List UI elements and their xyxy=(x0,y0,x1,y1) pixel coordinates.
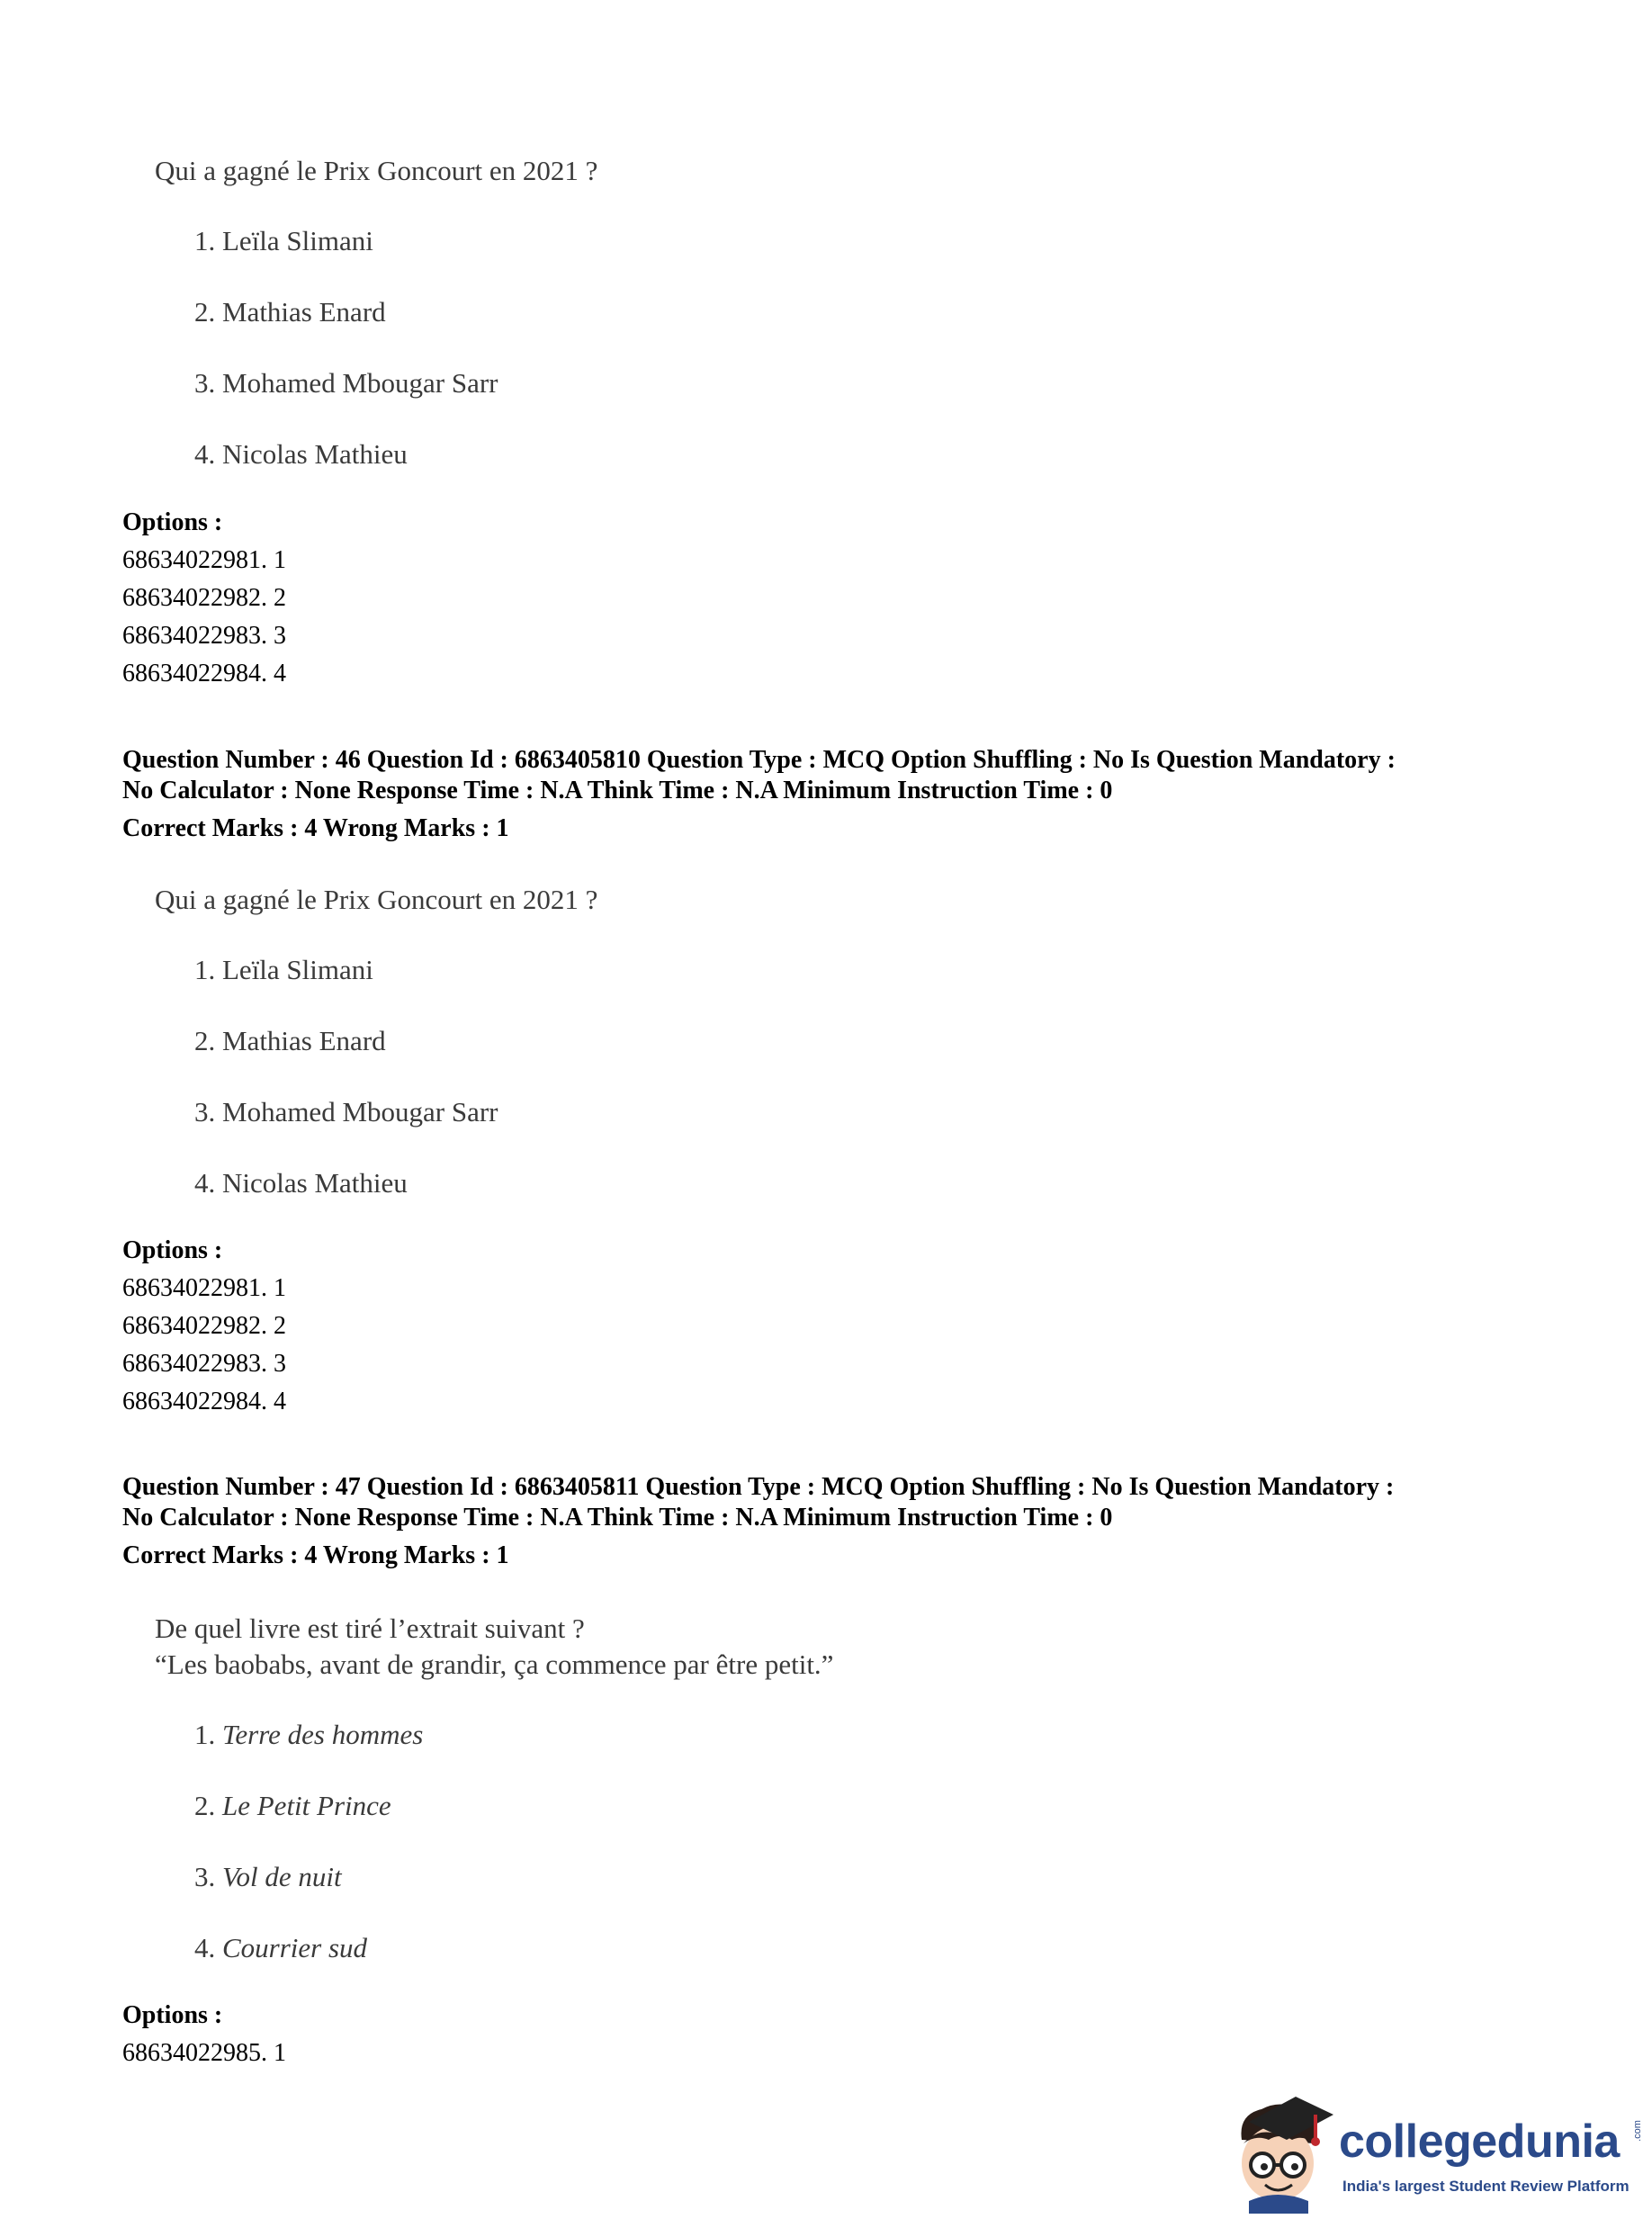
logo-com-text: .com xyxy=(1631,2120,1643,2142)
option-row: 68634022984. 4 xyxy=(122,660,286,687)
mascot-icon xyxy=(1222,2088,1339,2214)
choice-title: Courrier sud xyxy=(222,1932,368,1963)
marks-line: Correct Marks : 4 Wrong Marks : 1 xyxy=(122,814,509,842)
choice-1 xyxy=(194,1717,833,1788)
logo-brand-text: collegedunia xyxy=(1339,2116,1620,2168)
choice-4: 4. Nicolas Mathieu xyxy=(194,438,408,470)
marks-line: Correct Marks : 4 Wrong Marks : 1 xyxy=(122,1541,509,1569)
question-45-options xyxy=(122,504,286,693)
option-row: 68634022983. 3 xyxy=(122,622,286,650)
choice-4 xyxy=(194,1930,833,2001)
choice-3 xyxy=(194,1859,833,1930)
question-46-meta xyxy=(122,745,1544,844)
choice-1: 1. Leïla Slimani xyxy=(194,954,373,985)
question-46-image xyxy=(153,882,597,1236)
question-47-options xyxy=(122,1997,286,2072)
meta-line: No Calculator : None Response Time : N.A Think Time : N.A Minimum Instruction Time : 0 xyxy=(122,777,1113,804)
choice-number: 1. xyxy=(194,1719,216,1750)
question-stem: Qui a gagné le Prix Goncourt en 2021 ? xyxy=(155,884,598,915)
options-label: Options : xyxy=(122,508,223,536)
option-row: 68634022981. 1 xyxy=(122,1274,286,1302)
option-row: 68634022985. 1 xyxy=(122,2039,286,2067)
options-label: Options : xyxy=(122,2001,223,2029)
option-row: 68634022981. 1 xyxy=(122,546,286,574)
choice-1: 1. Leïla Slimani xyxy=(194,225,373,256)
question-stem-line-1: De quel livre est tiré l’extrait suivant ? xyxy=(155,1613,585,1644)
option-row: 68634022982. 2 xyxy=(122,1312,286,1340)
collegedunia-logo[interactable] xyxy=(1222,2088,1645,2214)
choice-4: 4. Nicolas Mathieu xyxy=(194,1167,408,1199)
choice-2: 2. Mathias Enard xyxy=(194,1025,386,1056)
question-47-meta xyxy=(122,1472,1544,1571)
option-row: 68634022982. 2 xyxy=(122,584,286,612)
question-stem: Qui a gagné le Prix Goncourt en 2021 ? xyxy=(155,155,598,186)
question-47-image xyxy=(153,1611,833,2001)
choice-2: 2. Mathias Enard xyxy=(194,296,386,328)
meta-line: Question Number : 46 Question Id : 6863405810 Question Type : MCQ Option Shuffling : No Is Question Mandatory : xyxy=(122,746,1396,774)
choice-number: 4. xyxy=(194,1932,216,1963)
choice-title: Terre des hommes xyxy=(222,1719,424,1750)
question-46-options xyxy=(122,1232,286,1421)
question-stem-line-2: “Les baobabs, avant de grandir, ça commence par être petit.” xyxy=(155,1649,834,1680)
choice-3: 3. Mohamed Mbougar Sarr xyxy=(194,1096,498,1127)
option-row: 68634022984. 4 xyxy=(122,1388,286,1415)
choice-number: 3. xyxy=(194,1861,216,1892)
choice-title: Vol de nuit xyxy=(222,1861,342,1892)
choice-2 xyxy=(194,1788,833,1859)
meta-line: No Calculator : None Response Time : N.A Think Time : N.A Minimum Instruction Time : 0 xyxy=(122,1504,1113,1532)
choice-title: Le Petit Prince xyxy=(222,1790,391,1821)
logo-tagline: India's largest Student Review Platform xyxy=(1342,2178,1630,2195)
options-label: Options : xyxy=(122,1236,223,1264)
choice-3: 3. Mohamed Mbougar Sarr xyxy=(194,367,498,399)
meta-line: Question Number : 47 Question Id : 6863405811 Question Type : MCQ Option Shuffling : No Is Question Mandatory : xyxy=(122,1473,1395,1501)
choice-number: 2. xyxy=(194,1790,216,1821)
option-row: 68634022983. 3 xyxy=(122,1350,286,1378)
question-45-image xyxy=(153,153,597,508)
